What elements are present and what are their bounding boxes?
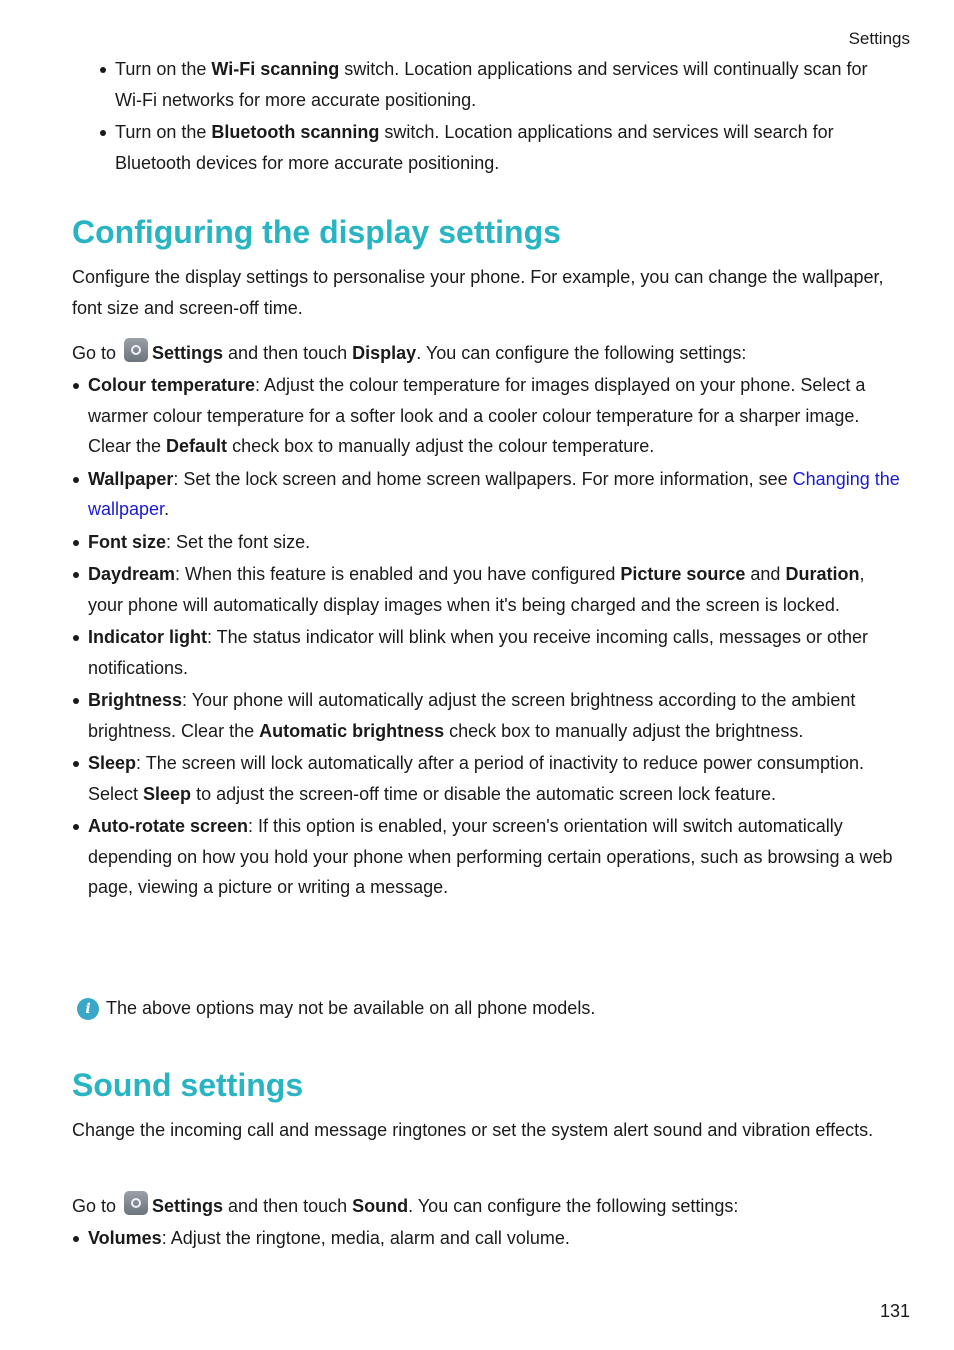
list-item: Volumes: Adjust the ringtone, media, alarm and call volume. — [72, 1223, 902, 1254]
list-item: Auto-rotate screen: If this option is enabled, your screen's orientation will switch automatically depending on how you hold your phone when performing certain operations, such as browsing a web page, viewing a picture or writing a message. — [72, 811, 902, 903]
list-item: Font size: Set the font size. — [72, 527, 902, 558]
running-header: Settings — [848, 29, 910, 48]
display-intro: Configure the display settings to personalise your phone. For example, you can change the wallpaper, font size and screen-off time. — [72, 267, 884, 318]
list-item: Colour temperature: Adjust the colour temperature for images displayed on your phone. Select a warmer colour temperature for a softer look and a cooler colour temperature for a sharper image. Clear the Default check box to manually adjust the colour temperature. — [72, 370, 902, 462]
page-number: 131 — [879, 1301, 910, 1321]
list-item: Brightness: Your phone will automatically adjust the screen brightness according to the ambient brightness. Clear the Automatic brightness check box to manually adjust the brightness. — [72, 685, 902, 746]
list-item: Turn on the Wi-Fi scanning switch. Location applications and services will continually scan for Wi-Fi networks for more accurate positioning. — [99, 54, 899, 115]
sound-settings-list — [72, 1223, 902, 1256]
list-item: Sleep: The screen will lock automatically after a period of inactivity to reduce power consumption. Select Sleep to adjust the screen-off time or disable the automatic screen lock feature. — [72, 748, 902, 809]
list-item: Wallpaper: Set the lock screen and home screen wallpapers. For more information, see Changing the wallpaper. — [72, 464, 902, 525]
settings-gear-icon — [124, 338, 148, 362]
list-item: Turn on the Bluetooth scanning switch. Location applications and services will search for Bluetooth devices for more accurate positioning. — [99, 117, 899, 178]
settings-gear-icon — [124, 1191, 148, 1215]
display-settings-list — [72, 370, 902, 905]
display-note: i The above options may not be available on all phone models. — [72, 993, 926, 1023]
display-section-heading: Configuring the display settings — [72, 214, 561, 250]
list-item: Indicator light: The status indicator will blink when you receive incoming calls, messages or other notifications. — [72, 622, 902, 683]
display-goto: Go to Settings and then touch Display. You can configure the following settings: — [72, 338, 902, 369]
changing-wallpaper-link[interactable]: Changing the wallpaper — [88, 468, 900, 519]
scanning-options-list — [99, 54, 899, 180]
sound-goto: Go to Settings and then touch Sound. You can configure the following settings: — [72, 1191, 902, 1222]
info-icon: i — [77, 998, 99, 1020]
sound-section-heading: Sound settings — [72, 1067, 304, 1103]
sound-intro: Change the incoming call and message ringtones or set the system alert sound and vibration effects. — [72, 1120, 874, 1140]
list-item: Daydream: When this feature is enabled and you have configured Picture source and Duration, your phone will automatically display images when it's being charged and the screen is locked. — [72, 559, 902, 620]
